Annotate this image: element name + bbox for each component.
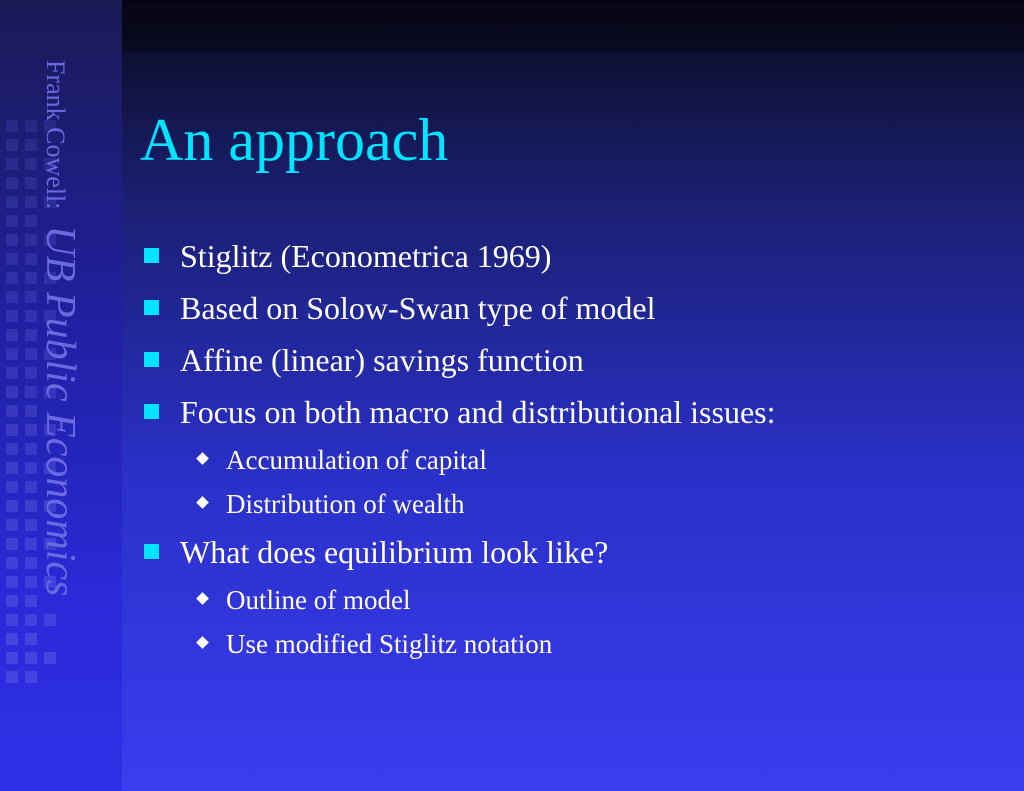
sidebar-square [6,671,18,683]
diamond-bullet-icon [196,592,209,605]
square-bullet-icon [144,248,159,263]
sidebar-square [6,329,18,341]
bullet-item [142,386,1002,526]
sidebar-square [6,481,18,493]
sidebar-square [6,538,18,550]
bullet-text: Stiglitz (Econometrica 1969) [180,238,552,274]
bullet-item [142,230,1002,282]
top-band [122,0,1024,52]
square-bullet-icon [144,300,159,315]
sidebar-square [6,652,18,664]
sub-bullet-item [180,622,1002,666]
sidebar-square [6,310,18,322]
sub-bullet-list [180,578,1002,666]
bullet-text: Affine (linear) savings function [180,342,584,378]
sidebar-course: UB Public Economics [37,225,83,597]
diamond-bullet-icon [196,636,209,649]
bullet-item [142,526,1002,666]
sub-bullet-text: Outline of model [226,585,411,615]
sidebar-square [6,614,18,626]
sidebar-square [6,253,18,265]
sidebar-square [6,424,18,436]
sidebar-square [6,519,18,531]
sidebar-square [6,196,18,208]
sidebar-square [6,462,18,474]
slide-title: An approach [140,107,449,173]
sidebar-square [6,215,18,227]
sub-bullet-item [180,438,1002,482]
sidebar-square [6,557,18,569]
square-bullet-icon [144,352,159,367]
square-bullet-icon [144,544,159,559]
sub-bullet-item [180,578,1002,622]
sidebar-author: Frank Cowell: [41,60,70,210]
sidebar-square [6,633,18,645]
bullet-item [142,334,1002,386]
sidebar-square [6,177,18,189]
sidebar-square [6,139,18,151]
sidebar-square [6,405,18,417]
sidebar-square [6,291,18,303]
sidebar-square [6,576,18,588]
sidebar-square [6,500,18,512]
sidebar-square [6,595,18,607]
bullet-list [142,230,1002,666]
bullet-text: What does equilibrium look like? [180,534,609,570]
sub-bullet-item [180,482,1002,526]
bullet-text: Focus on both macro and distributional issues: [180,394,776,430]
sidebar-square [6,120,18,132]
sidebar-square [6,158,18,170]
diamond-bullet-icon [196,452,209,465]
sidebar-square [6,272,18,284]
sub-bullet-text: Accumulation of capital [226,445,487,475]
square-bullet-icon [144,404,159,419]
sub-bullet-text: Distribution of wealth [226,489,465,519]
sidebar-square [6,367,18,379]
bullet-text: Based on Solow-Swan type of model [180,290,656,326]
sub-bullet-text: Use modified Stiglitz notation [226,629,553,659]
sidebar-square [6,386,18,398]
sidebar-vertical-text [30,60,90,720]
sidebar [0,0,122,791]
sidebar-square [6,234,18,246]
sidebar-square [6,348,18,360]
sidebar-square [6,443,18,455]
diamond-bullet-icon [196,496,209,509]
sub-bullet-list [180,438,1002,526]
bullet-item [142,282,1002,334]
